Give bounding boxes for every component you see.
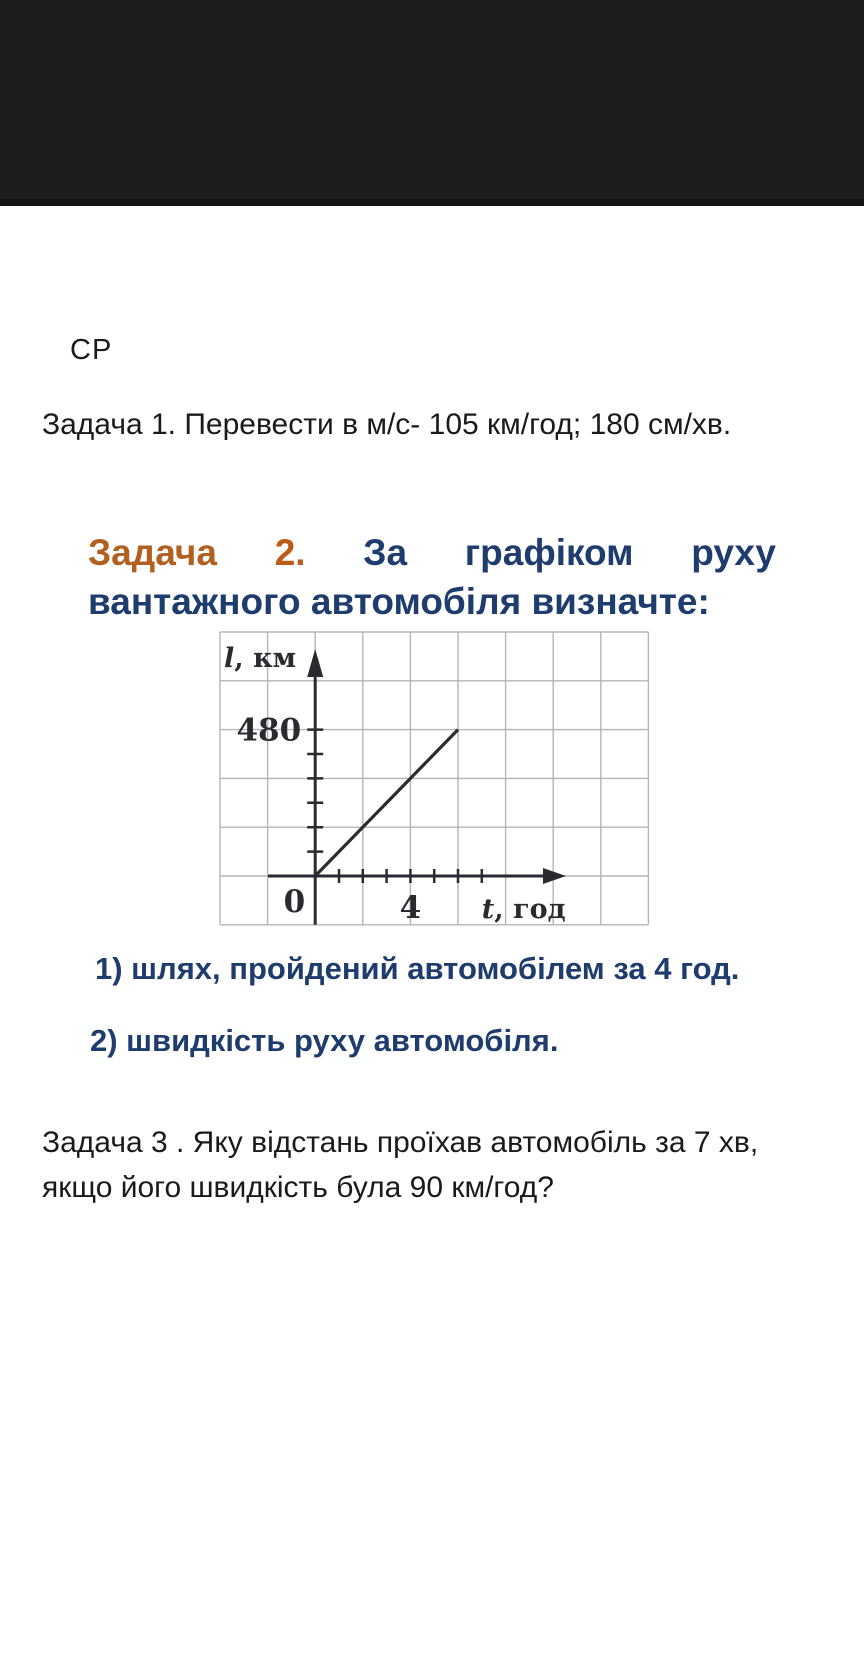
task2-word-number: 2. [274,532,306,573]
task2-heading-line1 [88,532,776,574]
task3-line1: Задача 3 . Яку відстань проїхав автомобіль за 7 хв, [42,1126,759,1159]
task2-question-1: 1) шлях, пройдений автомобілем за 4 год. [95,951,740,986]
task2-word-grafikom: графіком [464,532,634,573]
task2-word-za: За [363,532,408,573]
header-label: СР [70,334,113,366]
svg-text:0: 0 [283,884,306,920]
task2-heading-line2: вантажного автомобіля визначте: [88,581,710,622]
task2-word-ruhu: руху [691,532,776,573]
task3-line2: якщо його швидкість була 90 км/год? [42,1171,554,1204]
svg-text:l, км: l, км [224,643,297,674]
motion-graph [198,631,653,929]
top-bar-edge [0,199,864,206]
task2-word-zadacha: Задача [88,532,217,573]
svg-text:4: 4 [399,890,422,926]
svg-text:t, год: t, год [481,894,566,925]
motion-graph-svg [198,631,653,929]
svg-text:480: 480 [236,712,302,749]
task2-question-2: 2) швидкість руху автомобіля. [90,1023,559,1058]
task1-text: Задача 1. Перевести в м/с- 105 км/год; 180 см/хв. [42,408,732,441]
top-bar [0,0,864,206]
